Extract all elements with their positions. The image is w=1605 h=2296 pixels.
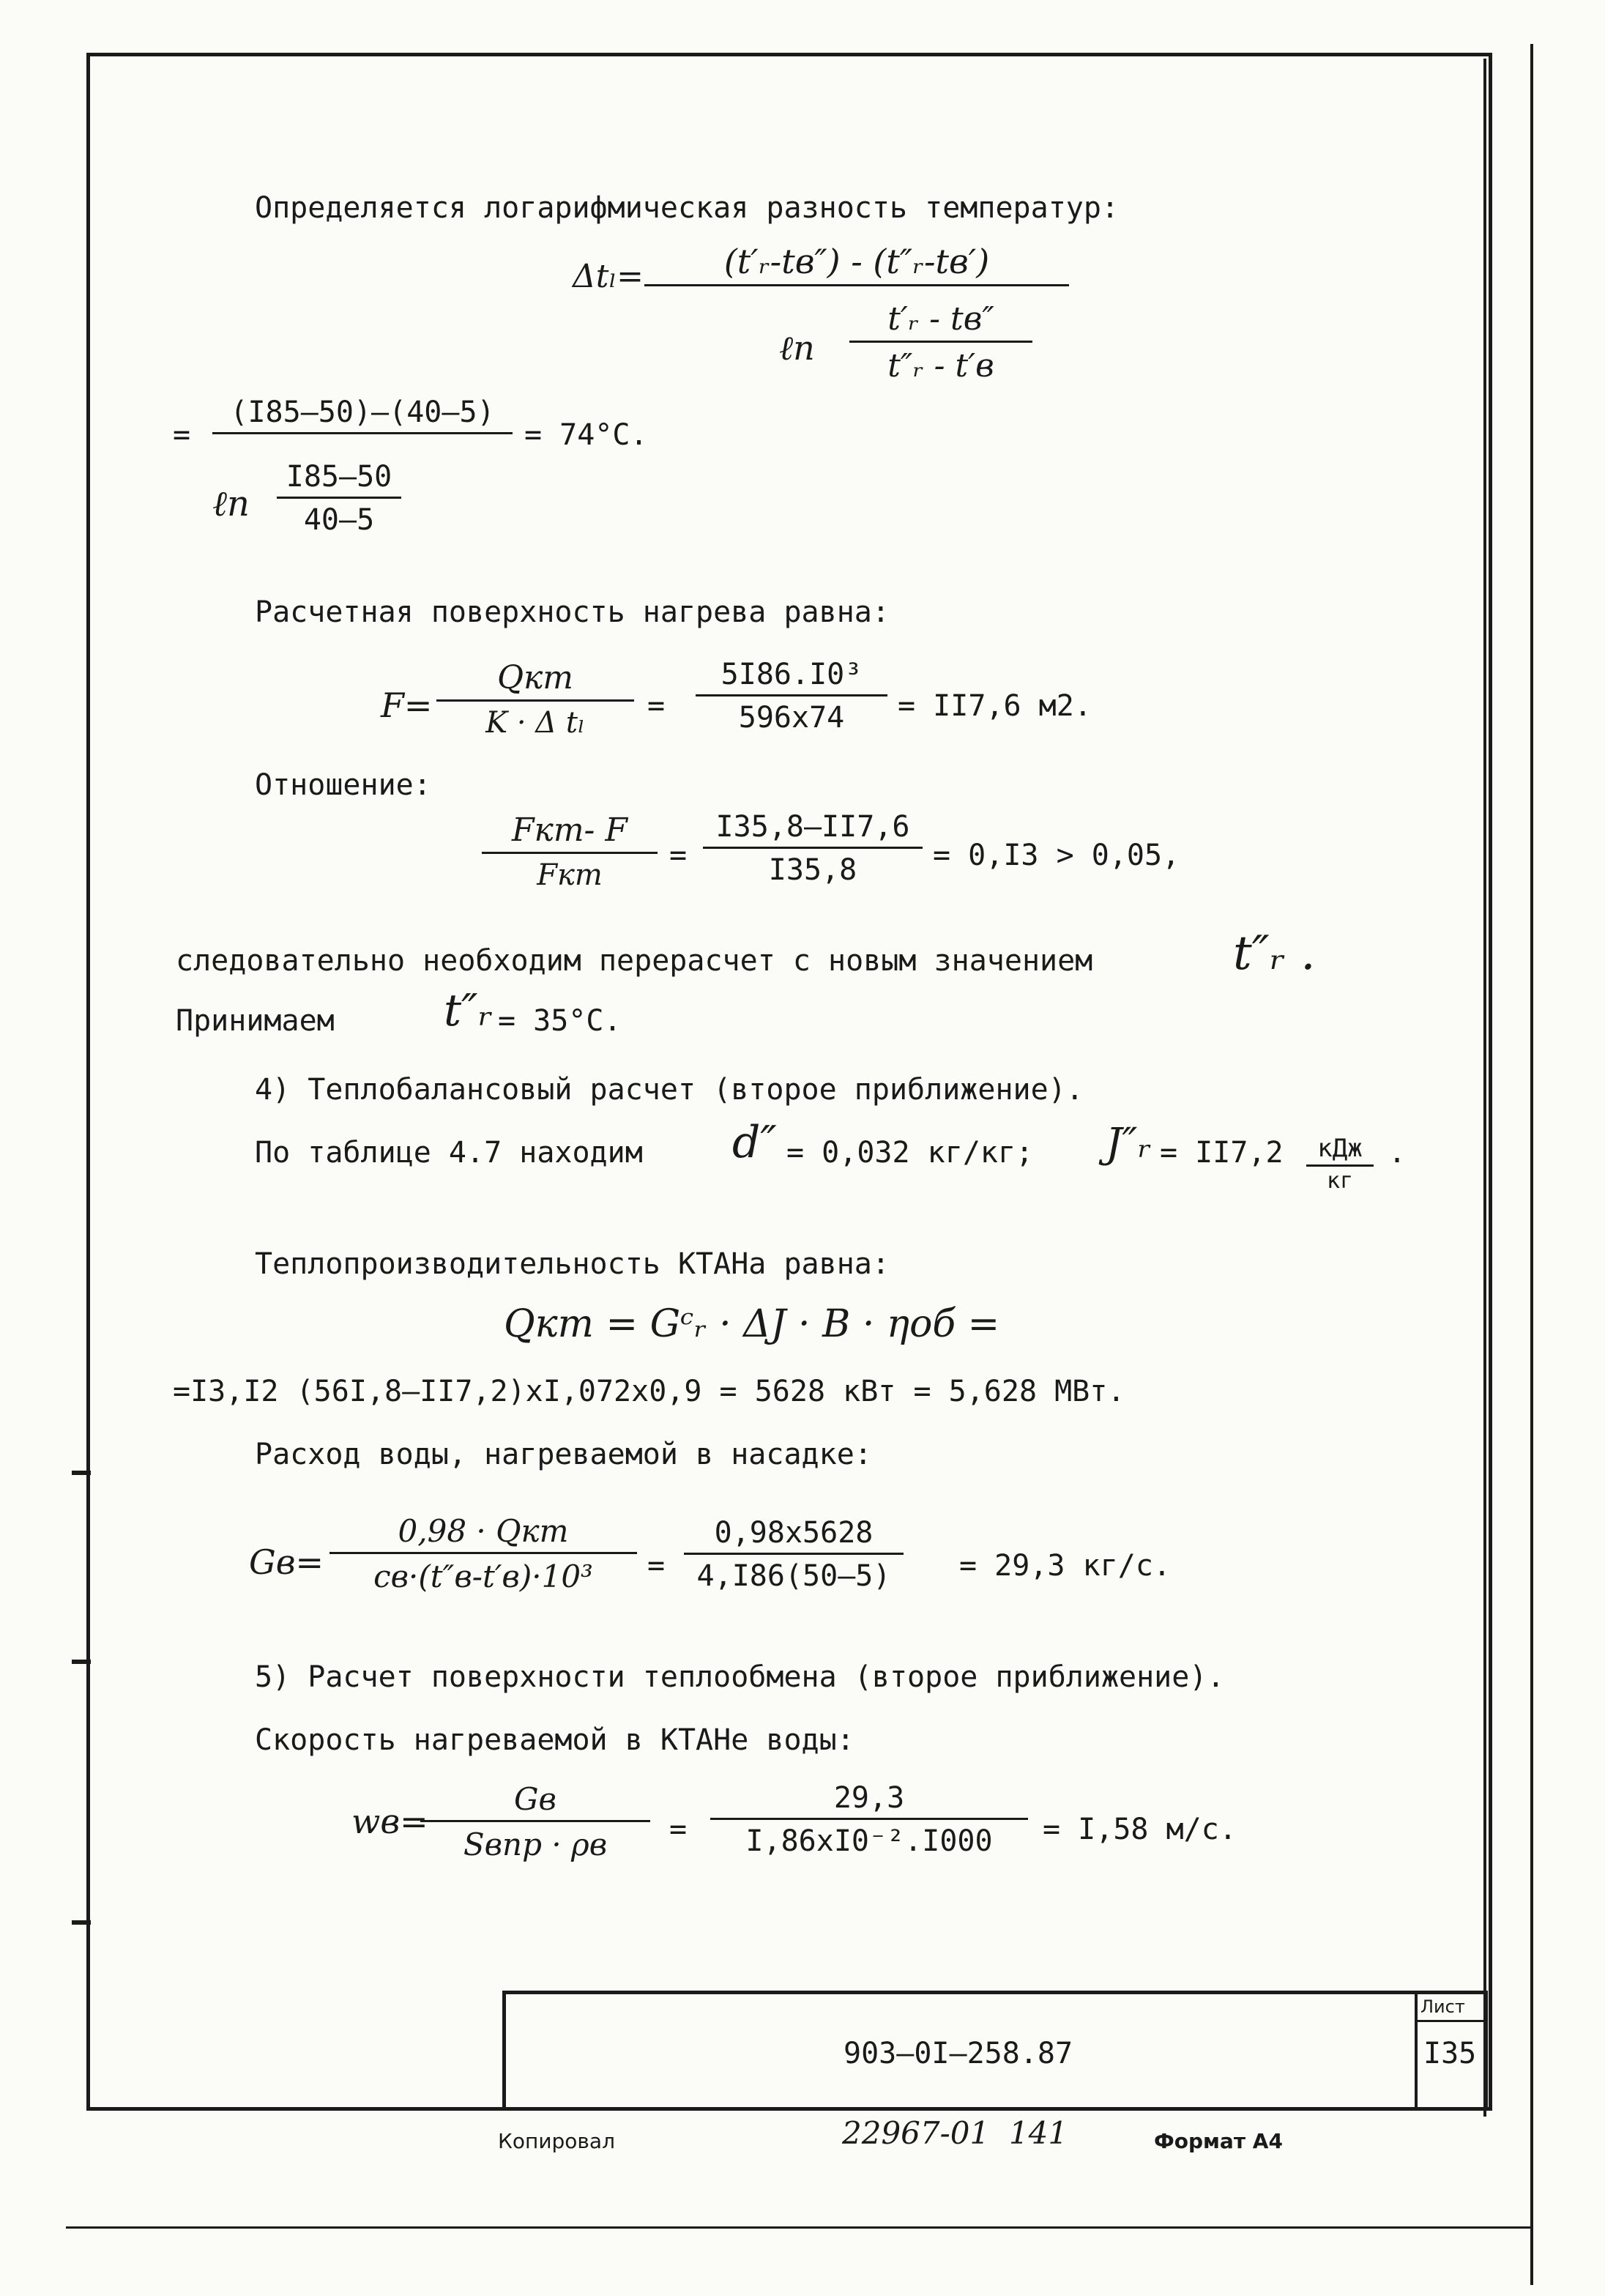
eq7-fraction-2 xyxy=(710,1781,1028,1858)
copied-by-label: Копировал xyxy=(498,2129,615,2153)
eq7-fraction xyxy=(420,1781,650,1862)
eq1-fraction xyxy=(644,242,1069,286)
eq7-lhs: wв= xyxy=(351,1802,428,1841)
eq6-numerator-2: 0,98x5628 xyxy=(714,1516,874,1550)
text-d-value: = 0,032 кг/кг; xyxy=(786,1136,1034,1170)
text-heating-surface: Расчетная поверхность нагрева равна: xyxy=(255,595,890,629)
eq4-equals: = xyxy=(669,839,688,872)
sheet-number: I35 xyxy=(1423,2037,1477,2070)
eq6-denominator-2: 4,I86(50–5) xyxy=(696,1559,891,1593)
unit-numerator: кДж xyxy=(1317,1134,1363,1163)
unit-denominator: кг xyxy=(1326,1168,1354,1194)
eq2-numerator: (I85–50)–(40–5) xyxy=(230,395,495,429)
document-code: 903–0I–258.87 xyxy=(844,2037,1073,2070)
eq3-equals: = xyxy=(647,689,666,723)
eq6-numerator: 0,98 · Qкт xyxy=(398,1513,569,1549)
eq2-ln: ℓn xyxy=(212,483,250,524)
eq7-denominator-2: I,86xI0⁻².I000 xyxy=(745,1824,993,1858)
eq3-result: = II7,6 м2. xyxy=(898,689,1092,723)
eq6-fraction xyxy=(329,1513,637,1594)
symbol-t-r-double-prime: t″ᵣ . xyxy=(1233,926,1316,981)
title-block-divider xyxy=(1415,2020,1488,2022)
eq1-den-denominator: t″ᵣ - t′в xyxy=(887,347,994,384)
eq1-den-fraction xyxy=(849,300,1032,384)
eq1-den-numerator: t′ᵣ - tв″ xyxy=(887,300,994,338)
unit-kj-per-kg xyxy=(1306,1134,1374,1194)
margin-tick xyxy=(72,1471,91,1475)
eq6-denominator: cв·(t″в-t′в)·10³ xyxy=(373,1558,593,1594)
eq6-fraction-2 xyxy=(684,1516,904,1593)
title-block-divider xyxy=(1415,1991,1418,2111)
text-water-speed: Скорость нагреваемой в КТАНе воды: xyxy=(255,1723,854,1757)
eq7-equals: = xyxy=(669,1813,688,1846)
text-table-lookup: По таблице 4.7 находим xyxy=(255,1136,643,1170)
text-dot: . xyxy=(1388,1136,1407,1170)
eq5-calculation: =I3,I2 (56I,8–II7,2)xI,072x0,9 = 5628 кВт = 5,628 МВт. xyxy=(173,1375,1125,1408)
eq2-fraction xyxy=(212,395,513,434)
eq1-numerator: (t′ᵣ-tв″) - (t″ᵣ-tв′) xyxy=(723,242,990,281)
eq2-result: = 74°C. xyxy=(524,418,648,452)
frame-right-line xyxy=(1483,59,1486,2117)
text-recalculation: следовательно необходим перерасчет с новым значением xyxy=(176,944,1093,978)
eq3-denominator: K · Δ tₗ xyxy=(485,706,585,740)
eq3-lhs: F= xyxy=(381,686,433,725)
symbol-d: d″ xyxy=(732,1117,777,1168)
text-section-5: 5) Расчет поверхности теплообмена (второе приближение). xyxy=(255,1660,1225,1694)
eq6-equals: = xyxy=(647,1549,666,1583)
eq4-denominator: Fкт xyxy=(537,858,603,892)
eq2-equals: = xyxy=(173,418,191,452)
eq3-fraction xyxy=(436,659,634,740)
symbol-t-r: t″ᵣ xyxy=(444,985,494,1036)
symbol-j: J″ᵣ xyxy=(1106,1120,1152,1167)
format-label: Формат А4 xyxy=(1154,2129,1283,2153)
text-ratio: Отношение: xyxy=(255,768,431,802)
text-water-flow: Расход воды, нагреваемой в насадке: xyxy=(255,1438,872,1471)
eq4-result: = 0,I3 > 0,05, xyxy=(933,839,1180,872)
eq5-formula: Qкт = Gᶜᵣ · ΔJ · B · ηоб = xyxy=(504,1302,1000,1346)
eq4-numerator-2: I35,8–II7,6 xyxy=(715,810,910,844)
fraction-bar xyxy=(212,432,513,434)
eq1-ln: ℓn xyxy=(779,328,815,368)
eq4-fraction-2 xyxy=(703,810,923,887)
eq2-ln-denominator: 40–5 xyxy=(303,503,375,537)
margin-tick xyxy=(72,1920,91,1925)
outer-right-line xyxy=(1530,44,1533,2285)
eq7-result: = I,58 м/с. xyxy=(1043,1813,1237,1846)
fraction-bar xyxy=(644,284,1069,286)
eq3-fraction-2 xyxy=(696,658,887,735)
eq6-lhs: Gв= xyxy=(249,1542,324,1582)
text-section-4: 4) Теплобалансовый расчет (второе приближение). xyxy=(255,1073,1084,1107)
bottom-cut-line xyxy=(66,2226,1530,2229)
eq2-ln-fraction xyxy=(277,460,401,537)
text-accept-value: = 35°C. xyxy=(498,1004,622,1038)
eq3-numerator: Qкт xyxy=(496,659,574,696)
eq2-ln-numerator: I85–50 xyxy=(286,460,392,494)
eq3-numerator-2: 5I86.I0³ xyxy=(720,658,863,691)
eq4-numerator: Fкт- F xyxy=(512,811,628,849)
eq3-denominator-2: 596x74 xyxy=(738,701,845,735)
eq4-denominator-2: I35,8 xyxy=(768,853,857,887)
eq7-numerator-2: 29,3 xyxy=(833,1781,905,1815)
eq6-result: = 29,3 кг/с. xyxy=(959,1549,1171,1583)
handwritten-number: 22967-01 141 xyxy=(842,2115,1068,2151)
text-heat-output: Теплопроизводительность КТАНа равна: xyxy=(255,1247,890,1281)
eq4-fraction xyxy=(482,811,658,892)
text-j-value: = II7,2 xyxy=(1160,1136,1284,1170)
text-log-difference-heading: Определяется логарифмическая разность температур: xyxy=(255,191,1120,225)
text-accept: Принимаем xyxy=(176,1004,335,1038)
eq1-lhs: Δtₗ= xyxy=(573,258,644,295)
eq7-numerator: Gв xyxy=(514,1781,556,1817)
eq7-denominator: Sвпр · ρв xyxy=(463,1827,608,1862)
margin-tick xyxy=(72,1660,91,1664)
sheet-label: Лист xyxy=(1420,1996,1465,2017)
